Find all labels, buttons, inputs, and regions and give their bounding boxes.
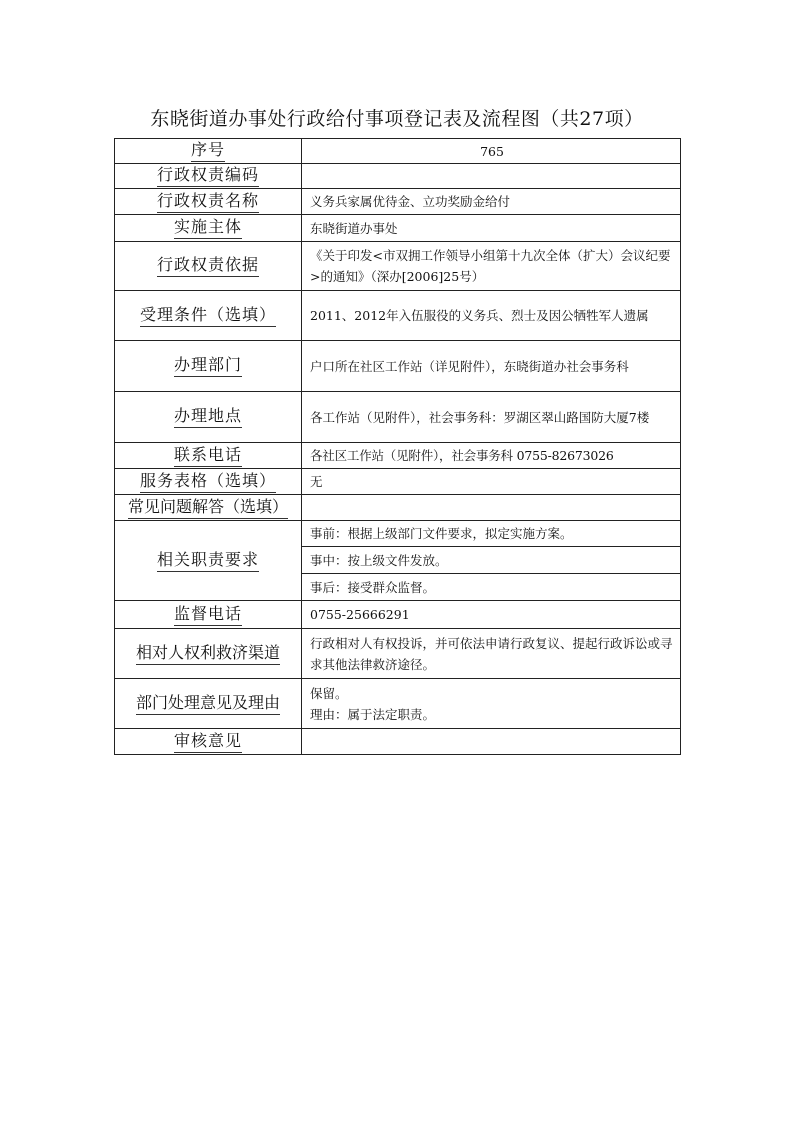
table-row — [115, 469, 681, 495]
row-label-remedy: 相对人权利救济渠道 — [115, 629, 302, 679]
table-row — [115, 341, 681, 392]
row-label-supervision-phone: 监督电话 — [115, 601, 302, 629]
row-value-location: 各工作站（见附件），社会事务科：罗湖区翠山路国防大厦7楼 — [302, 392, 681, 443]
reason-line: 理由：属于法定职责。 — [310, 706, 436, 722]
row-label-forms: 服务表格（选填） — [115, 469, 302, 495]
table-row — [115, 601, 681, 629]
row-label-opinion: 部门处理意见及理由 — [115, 679, 302, 729]
row-label-location: 办理地点 — [115, 392, 302, 443]
row-value-department: 户口所在社区工作站（详见附件），东晓街道办社会事务科 — [302, 341, 681, 392]
row-value-name: 义务兵家属优待金、立功奖励金给付 — [302, 189, 681, 215]
row-label-faq: 常见问题解答（选填） — [115, 495, 302, 521]
table-row — [115, 443, 681, 469]
table-row — [115, 215, 681, 242]
row-label-conditions: 受理条件（选填） — [115, 291, 302, 341]
table-row — [115, 291, 681, 341]
row-value-duty-before: 事前：根据上级部门文件要求，拟定实施方案。 — [302, 521, 681, 547]
row-label-department: 办理部门 — [115, 341, 302, 392]
document-title: 东晓街道办事处行政给付事项登记表及流程图（共27项） — [150, 108, 644, 130]
row-value-phone: 各社区工作站（见附件），社会事务科 0755-82673026 — [302, 443, 681, 469]
row-value-forms: 无 — [302, 469, 681, 495]
registration-table — [114, 138, 681, 755]
row-value-basis: 《关于印发<市双拥工作领导小组第十九次全体（扩大）会议纪要>的通知》（深办[2006]25号） — [302, 242, 681, 291]
row-value-code — [302, 164, 681, 189]
row-value-duty-after: 事后：接受群众监督。 — [302, 574, 681, 601]
table-row — [115, 139, 681, 164]
row-value-supervision-phone: 0755-25666291 — [302, 601, 681, 629]
row-value-agency: 东晓街道办事处 — [302, 215, 681, 242]
row-value-opinion — [302, 679, 681, 729]
row-label-basis: 行政权责依据 — [115, 242, 302, 291]
table-row — [115, 729, 681, 755]
table-row — [115, 189, 681, 215]
row-value-review — [302, 729, 681, 755]
row-value-faq — [302, 495, 681, 521]
row-label-review: 审核意见 — [115, 729, 302, 755]
row-label-agency: 实施主体 — [115, 215, 302, 242]
table-row — [115, 392, 681, 443]
row-value-remedy: 行政相对人有权投诉，并可依法申请行政复议、提起行政诉讼或寻求其他法律救济途径。 — [302, 629, 681, 679]
table-row — [115, 629, 681, 679]
table-row — [115, 164, 681, 189]
row-label-name: 行政权责名称 — [115, 189, 302, 215]
row-label-duties: 相关职责要求 — [115, 521, 302, 601]
row-value-conditions: 2011、2012年入伍服役的义务兵、烈士及因公牺牲军人遗属 — [302, 291, 681, 341]
opinion-line: 保留。 — [310, 685, 348, 701]
row-label-phone: 联系电话 — [115, 443, 302, 469]
row-label-code: 行政权责编码 — [115, 164, 302, 189]
table-row — [115, 521, 681, 547]
row-value-serial: 765 — [302, 139, 681, 164]
table-row — [115, 242, 681, 291]
row-value-duty-during: 事中：按上级文件发放。 — [302, 547, 681, 574]
row-label-serial: 序号 — [115, 139, 302, 164]
table-row — [115, 679, 681, 729]
table-row — [115, 495, 681, 521]
